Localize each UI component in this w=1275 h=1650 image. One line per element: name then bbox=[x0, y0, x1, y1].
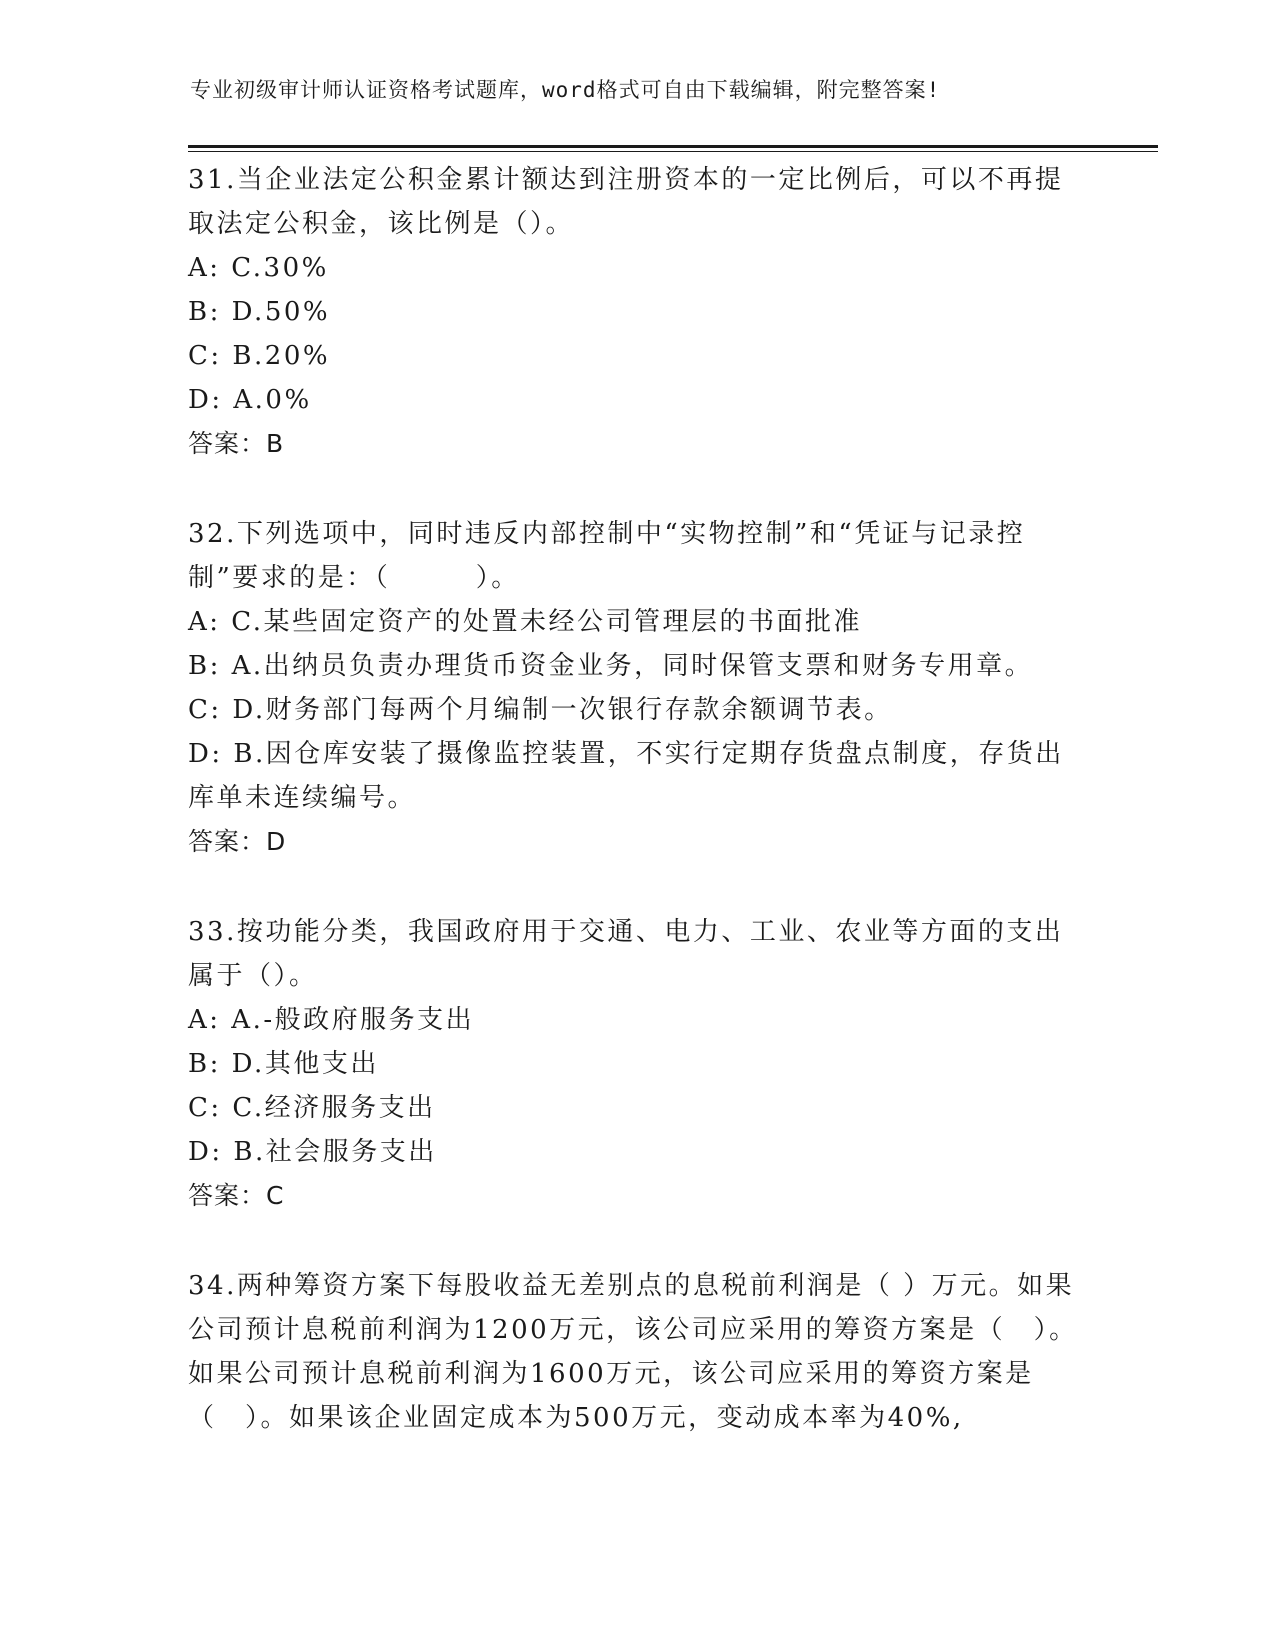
option-b: B: D.其他支出 bbox=[188, 1049, 379, 1079]
option-a: A: C.30% bbox=[188, 253, 329, 283]
header-divider-thin bbox=[188, 151, 1158, 152]
question-stem: 33.按功能分类，我国政府用于交通、电力、工业、农业等方面的支出属于（）。 bbox=[188, 917, 1064, 991]
question-31 bbox=[188, 158, 1088, 466]
option-d: D: B.社会服务支出 bbox=[188, 1137, 437, 1167]
question-stem: 34.两种筹资方案下每股收益无差别点的息税前利润是（ ）万元。如果公司预计息税前利润为1200万元，该公司应采用的筹资方案是（ ）。如果公司预计息税前利润为1600万元，该公司应采用的筹资方案是（ ）。如果该企业固定成本为500万元，变动成本率为40%, bbox=[188, 1271, 1078, 1433]
question-list bbox=[188, 158, 1088, 1486]
question-stem: 32.下列选项中，同时违反内部控制中“实物控制”和“凭证与记录控制”要求的是：（ ）。 bbox=[188, 519, 1026, 593]
option-d: D: B.因仓库安装了摄像监控装置，不实行定期存货盘点制度，存货出库单未连续编号。 bbox=[188, 739, 1064, 813]
question-34 bbox=[188, 1264, 1088, 1440]
page-header: 专业初级审计师认证资格考试题库，word格式可自由下载编辑，附完整答案! bbox=[190, 78, 941, 102]
question-stem: 31.当企业法定公积金累计额达到注册资本的一定比例后，可以不再提取法定公积金，该比例是（）。 bbox=[188, 165, 1064, 239]
question-32 bbox=[188, 512, 1088, 864]
option-d: D: A.0% bbox=[188, 385, 312, 415]
header-divider-thick bbox=[188, 145, 1158, 148]
option-b: B: D.50% bbox=[188, 297, 331, 327]
option-a: A: A.-般政府服务支出 bbox=[188, 1005, 475, 1035]
question-33 bbox=[188, 910, 1088, 1218]
option-b: B: A.出纳员负责办理货币资金业务，同时保管支票和财务专用章。 bbox=[188, 651, 1034, 681]
answer-line: 答案：C bbox=[188, 1181, 285, 1210]
answer-line: 答案：B bbox=[188, 429, 285, 458]
option-c: C: B.20% bbox=[188, 341, 331, 371]
option-c: C: D.财务部门每两个月编制一次银行存款余额调节表。 bbox=[188, 695, 893, 725]
option-c: C: C.经济服务支出 bbox=[188, 1093, 436, 1123]
answer-line: 答案：D bbox=[188, 827, 287, 856]
option-a: A: C.某些固定资产的处置未经公司管理层的书面批准 bbox=[188, 607, 863, 637]
